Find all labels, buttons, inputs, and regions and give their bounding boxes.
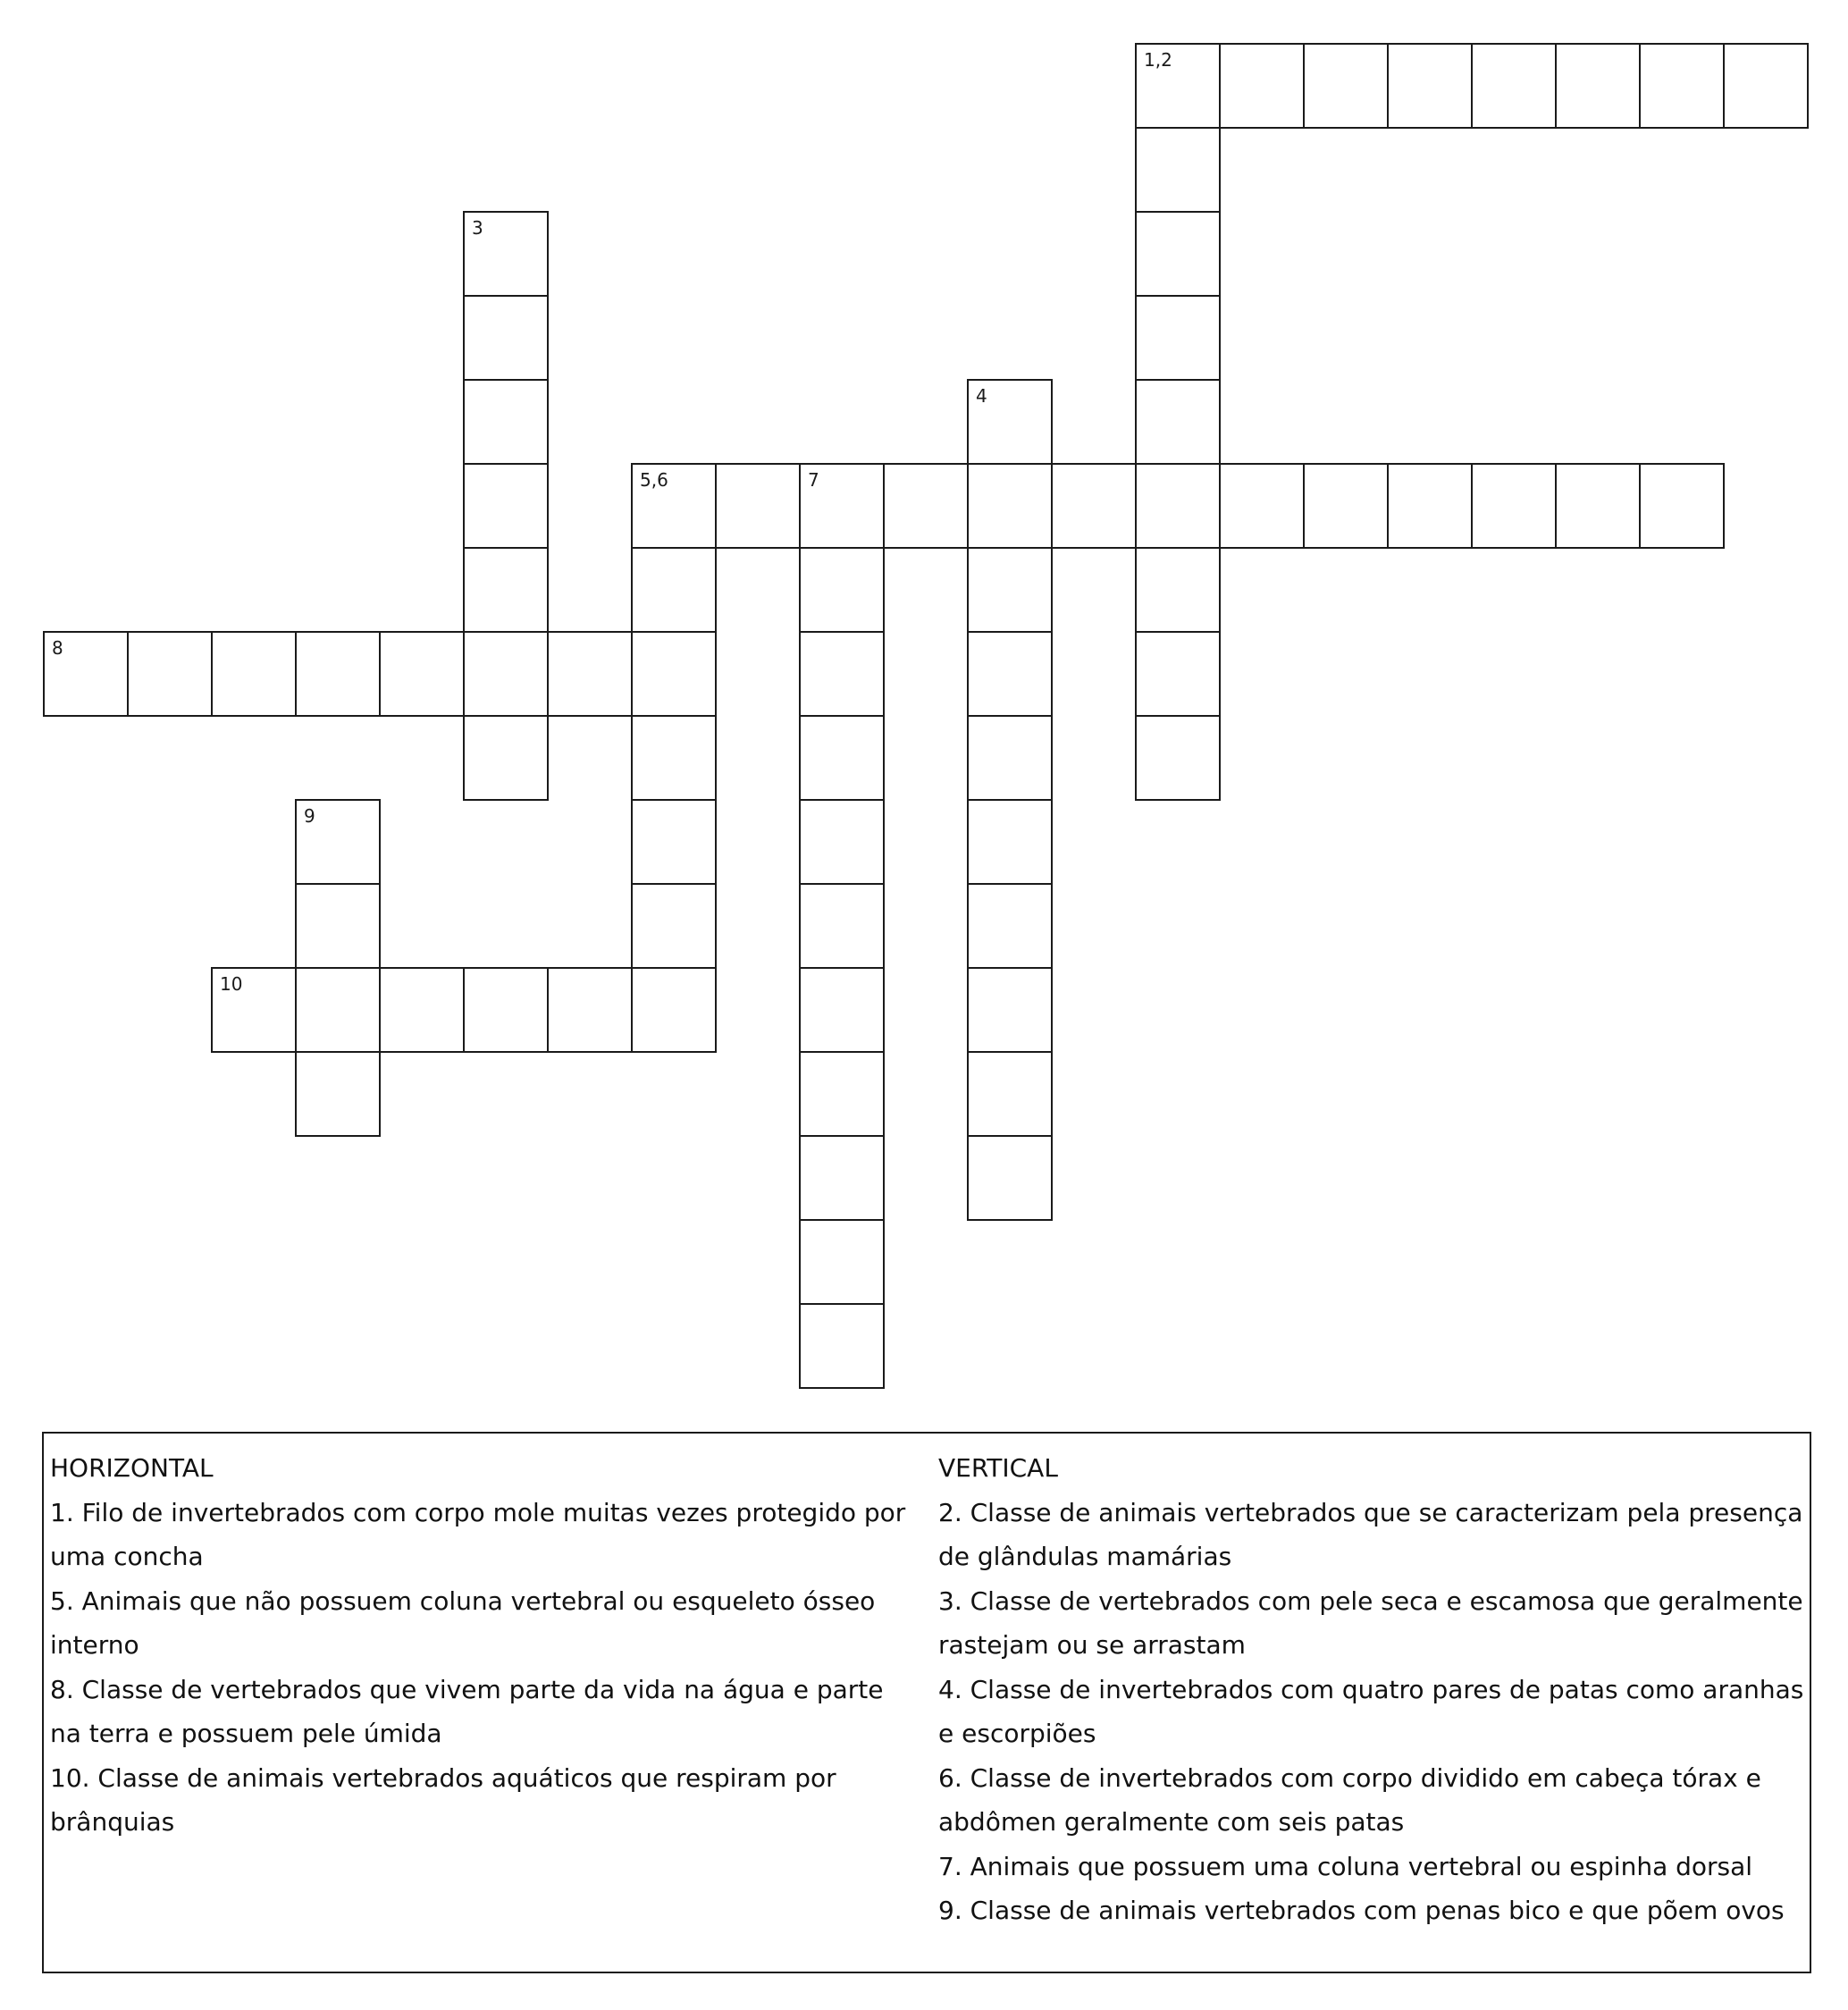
grid-cell[interactable] <box>1639 43 1725 129</box>
grid-cell[interactable] <box>967 631 1053 717</box>
grid-cell[interactable] <box>295 1051 381 1137</box>
grid-cell[interactable] <box>127 631 213 717</box>
clue-horizontal-8: 8. Classe de vertebrados que vivem parte da vida na água e parte na terra e possuem pele úmida <box>50 1674 884 1748</box>
clue-number: 1,2 <box>1144 49 1172 71</box>
grid-cell[interactable] <box>799 463 885 549</box>
grid-cell[interactable] <box>631 967 717 1053</box>
grid-cell[interactable] <box>1303 43 1389 129</box>
grid-cell[interactable] <box>463 295 549 381</box>
grid-cell[interactable] <box>799 547 885 633</box>
clue-vertical-7: 7. Animais que possuem uma coluna vertebral ou espinha dorsal <box>938 1851 1753 1881</box>
clues-box <box>42 1432 1811 1973</box>
grid-cell[interactable] <box>1051 463 1137 549</box>
clue-number: 9 <box>304 805 315 827</box>
clue-number: 3 <box>472 217 483 239</box>
grid-cell[interactable] <box>463 547 549 633</box>
grid-cell[interactable] <box>1135 211 1221 297</box>
grid-cell[interactable] <box>715 463 801 549</box>
grid-cell[interactable] <box>1219 463 1305 549</box>
clue-vertical-6: 6. Classe de invertebrados com corpo dividido em cabeça tórax e abdômen geralmente com seis patas <box>938 1762 1761 1837</box>
grid-cell[interactable] <box>379 631 465 717</box>
clue-horizontal-1: 1. Filo de invertebrados com corpo mole muitas vezes protegido por uma concha <box>50 1497 906 1571</box>
grid-cell[interactable] <box>1471 463 1557 549</box>
grid-cell[interactable] <box>1135 547 1221 633</box>
grid-cell[interactable] <box>379 967 465 1053</box>
grid-cell[interactable] <box>547 967 633 1053</box>
grid-cell[interactable] <box>631 631 717 717</box>
grid-cell[interactable] <box>1723 43 1809 129</box>
grid-cell[interactable] <box>967 967 1053 1053</box>
grid-cell[interactable] <box>799 715 885 801</box>
grid-cell[interactable] <box>547 631 633 717</box>
vertical-clues <box>938 1446 1805 1933</box>
grid-cell[interactable] <box>1135 715 1221 801</box>
grid-cell[interactable] <box>463 211 549 297</box>
grid-cell[interactable] <box>799 1219 885 1305</box>
horizontal-heading: HORIZONTAL <box>50 1453 214 1483</box>
vertical-heading: VERTICAL <box>938 1453 1058 1483</box>
grid-cell[interactable] <box>1555 43 1641 129</box>
clue-number: 5,6 <box>640 469 668 491</box>
grid-cell[interactable] <box>967 1051 1053 1137</box>
grid-cell[interactable] <box>967 883 1053 969</box>
grid-cell[interactable] <box>1135 379 1221 465</box>
grid-cell[interactable] <box>799 967 885 1053</box>
clue-horizontal-5: 5. Animais que não possuem coluna vertebral ou esqueleto ósseo interno <box>50 1585 876 1660</box>
grid-cell[interactable] <box>1135 631 1221 717</box>
grid-cell[interactable] <box>799 1135 885 1221</box>
clue-vertical-3: 3. Classe de vertebrados com pele seca e escamosa que geralmente rastejam ou se arrastam <box>938 1585 1803 1660</box>
grid-cell[interactable] <box>967 547 1053 633</box>
grid-cell[interactable] <box>967 715 1053 801</box>
clue-vertical-2: 2. Classe de animais vertebrados que se caracterizam pela presença de glândulas mamárias <box>938 1497 1803 1571</box>
clue-horizontal-10: 10. Classe de animais vertebrados aquáticos que respiram por brânquias <box>50 1762 836 1837</box>
grid-cell[interactable] <box>295 967 381 1053</box>
grid-cell[interactable] <box>43 631 129 717</box>
grid-cell[interactable] <box>463 379 549 465</box>
grid-cell[interactable] <box>463 967 549 1053</box>
grid-cell[interactable] <box>295 883 381 969</box>
grid-cell[interactable] <box>1555 463 1641 549</box>
grid-cell[interactable] <box>463 715 549 801</box>
clue-number: 4 <box>976 385 987 407</box>
grid-cell[interactable] <box>1135 463 1221 549</box>
grid-cell[interactable] <box>463 463 549 549</box>
grid-cell[interactable] <box>631 799 717 885</box>
grid-cell[interactable] <box>1639 463 1725 549</box>
clue-number: 8 <box>52 637 63 659</box>
grid-cell[interactable] <box>799 883 885 969</box>
grid-cell[interactable] <box>967 1135 1053 1221</box>
clue-number: 10 <box>220 973 243 995</box>
grid-cell[interactable] <box>211 631 297 717</box>
grid-cell[interactable] <box>799 1303 885 1389</box>
grid-cell[interactable] <box>295 631 381 717</box>
grid-cell[interactable] <box>1387 463 1473 549</box>
clue-vertical-4: 4. Classe de invertebrados com quatro pares de patas como aranhas e escorpiões <box>938 1674 1804 1748</box>
grid-cell[interactable] <box>1387 43 1473 129</box>
grid-cell[interactable] <box>967 463 1053 549</box>
grid-cell[interactable] <box>631 883 717 969</box>
grid-cell[interactable] <box>967 379 1053 465</box>
grid-cell[interactable] <box>799 799 885 885</box>
grid-cell[interactable] <box>295 799 381 885</box>
grid-cell[interactable] <box>211 967 297 1053</box>
clue-vertical-9: 9. Classe de animais vertebrados com penas bico e que põem ovos <box>938 1896 1785 1925</box>
grid-cell[interactable] <box>1135 127 1221 213</box>
grid-cell[interactable] <box>1219 43 1305 129</box>
grid-cell[interactable] <box>1303 463 1389 549</box>
grid-cell[interactable] <box>463 631 549 717</box>
horizontal-clues <box>50 1446 908 1845</box>
grid-cell[interactable] <box>631 715 717 801</box>
grid-cell[interactable] <box>1135 43 1221 129</box>
grid-cell[interactable] <box>799 1051 885 1137</box>
grid-cell[interactable] <box>967 799 1053 885</box>
grid-cell[interactable] <box>631 547 717 633</box>
grid-cell[interactable] <box>631 463 717 549</box>
grid-cell[interactable] <box>883 463 969 549</box>
grid-cell[interactable] <box>1471 43 1557 129</box>
grid-cell[interactable] <box>799 631 885 717</box>
clue-number: 7 <box>808 469 819 491</box>
grid-cell[interactable] <box>1135 295 1221 381</box>
